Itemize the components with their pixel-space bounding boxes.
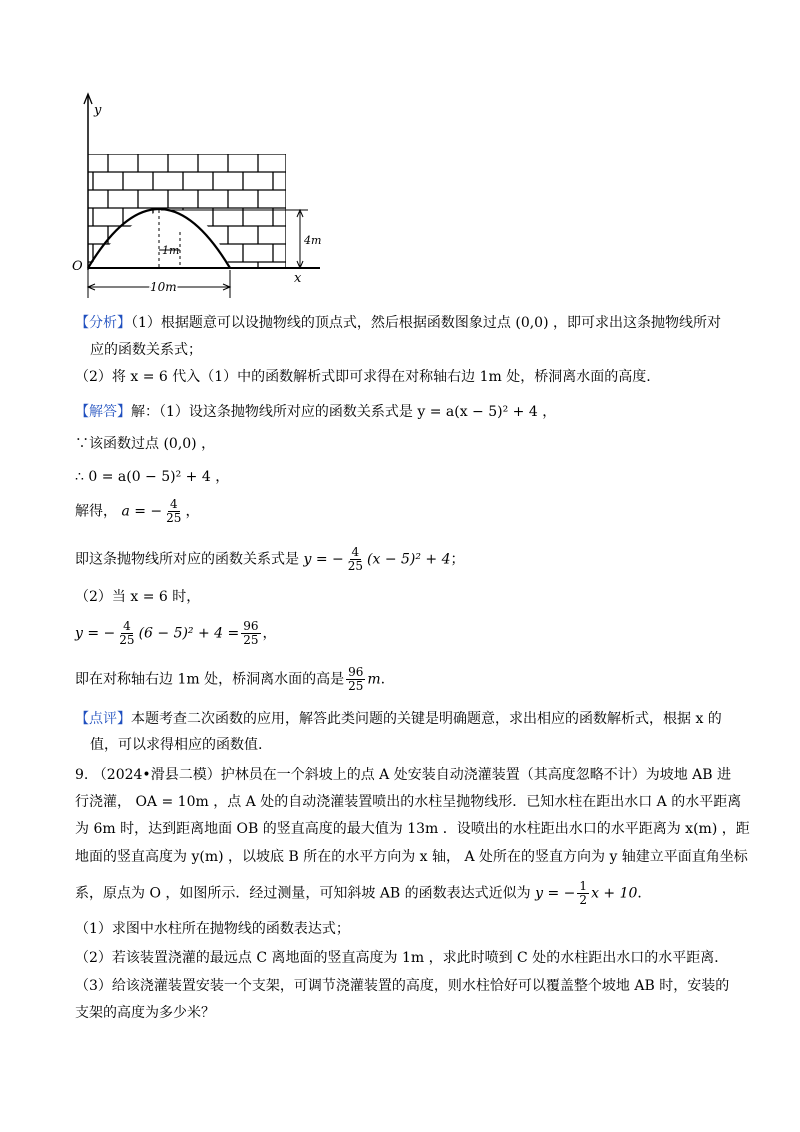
problem9-q3b: 支架的高度为多少米？ [75,1005,215,1021]
frac-den: 25 [243,633,259,647]
solution-l5-expr-a: y = − [303,551,344,568]
problem9-l5-post: ． [637,885,652,902]
frac-den: 25 [347,559,364,573]
x-axis-label: x [294,271,302,286]
comment-p2: 值，可以求得相应的函数值. [90,737,263,753]
label-10m: 10m [150,280,177,294]
problem9-q2: （2）若该装置浇灌的最远点 C 离地面的竖直高度为 1m ，求此时喷到 C 处的水柱距出水口的水平距离． [75,950,729,966]
solution-l4 [75,498,199,525]
frac-num: 4 [169,497,178,511]
problem9-l3: 为 6m 时，达到距离地面 OB 的竖直高度的最大值为 13m ．设喷出的水柱距出水口的水平距离为 x(m) ，距 [75,821,750,837]
fraction-1-2 [577,880,589,907]
solution-l7-b: (6 − 5)² + 4 = [138,625,240,642]
frac-num: 96 [243,619,259,633]
label-4m: 4m [304,234,322,247]
fraction-96-25 [241,620,260,647]
frac-den: 2 [579,893,588,907]
frac-num: 1 [579,879,588,893]
frac-den: 25 [348,679,364,693]
analysis-tag: 【分析】 [75,315,131,331]
frac-den: 25 [166,511,182,525]
comment-p1: 本题考查二次函数的应用，解答此类问题的关键是明确题意，求出相应的函数解析式，根据 x 的 [131,711,722,727]
problem9-l5-pre: 系，原点为 O ，如图所示．经过测量，可知斜坡 AB 的函数表达式近似为 [75,885,531,902]
solution-tag: 【解答】 [75,404,131,420]
frac-den: 25 [119,633,135,647]
problem9-q1: （1）求图中水柱所在抛物线的函数表达式； [75,921,350,937]
analysis-p2: （2）将 x = 6 代入（1）中的函数解析式即可求得在对称轴右边 1m 处，桥洞离水面的高度. [75,369,651,385]
frac-num: 4 [123,619,131,633]
analysis-p1b: 应的函数关系式； [90,342,202,358]
solution-l2: ∵该函数过点 (0,0) ， [75,436,216,452]
bridge-arch-figure [68,92,328,302]
y-axis-label: y [94,103,102,118]
solution-l8-post: . [380,671,386,688]
solution-l5-expr-b: (x − 5)² + 4 [367,551,451,568]
solution-l4-pre: 解得， [75,503,117,520]
analysis-line-1 [75,312,721,332]
fraction-4-25 [346,546,365,573]
comment-line-1 [75,708,722,728]
solution-l8-pre: 即在对称轴右边 1m 处，桥洞离水面的高是 [75,671,345,688]
label-1m: 1m [162,244,180,257]
problem9-l2: 行浇灌， OA = 10m ，点 A 处的自动浇灌装置喷出的水柱呈抛物线形．已知水柱在距出水口 A 的水平距离 [75,794,742,810]
problem9-l4: 地面的竖直高度为 y(m) ，以坡底 B 所在的水平方向为 x 轴， A 处所在的竖直方向为 y 轴建立平面直角坐标 [75,849,748,865]
problem9-l1: 9. （2024•滑县二模）护林员在一个斜坡上的点 A 处安装自动浇灌装置（其高度忽略不计）为坡地 AB 进 [75,767,732,783]
solution-l5-post: ； [450,551,465,568]
solution-l4-post: ， [185,503,200,520]
problem9-l5 [75,880,651,907]
solution-l8-unit: m [367,671,381,688]
fraction-4-25 [117,620,136,647]
solution-l5 [75,546,465,573]
analysis-p1: （1）根据题意可以设抛物线的顶点式，然后根据函数图象过点 (0,0) ，即可求出这条抛物线所对 [131,315,721,331]
solution-l8 [75,666,385,693]
origin-label: O [72,259,83,274]
problem9-q3a: （3）给该浇灌装置安装一个支架，可调节浇灌装置的高度，则水柱恰好可以覆盖整个坡地 AB 时，安装的 [75,978,730,994]
solution-l5-pre: 即这条抛物线所对应的函数关系式是 [75,551,299,568]
brick-wall [88,154,286,268]
frac-num: 4 [351,545,360,559]
solution-l1: 解：（1）设这条抛物线所对应的函数关系式是 y = a(x − 5)² + 4 ， [131,404,557,420]
solution-l7 [75,620,277,647]
problem9-l5-a: y = − [535,885,576,902]
comment-tag: 【点评】 [75,711,131,727]
solution-l3: ∴ 0 = a(0 − 5)² + 4 ， [75,469,230,485]
fraction-4-25 [164,498,183,525]
solution-l4-expr: a = − [121,503,163,520]
fraction-96-25 [346,666,365,693]
solution-line-1 [75,401,556,421]
solution-l7-post: ， [262,625,277,642]
frac-num: 96 [348,665,364,679]
solution-l6: （2）当 x = 6 时， [75,589,201,605]
solution-l7-a: y = − [75,625,116,642]
problem9-l5-b: x + 10 [591,885,638,902]
